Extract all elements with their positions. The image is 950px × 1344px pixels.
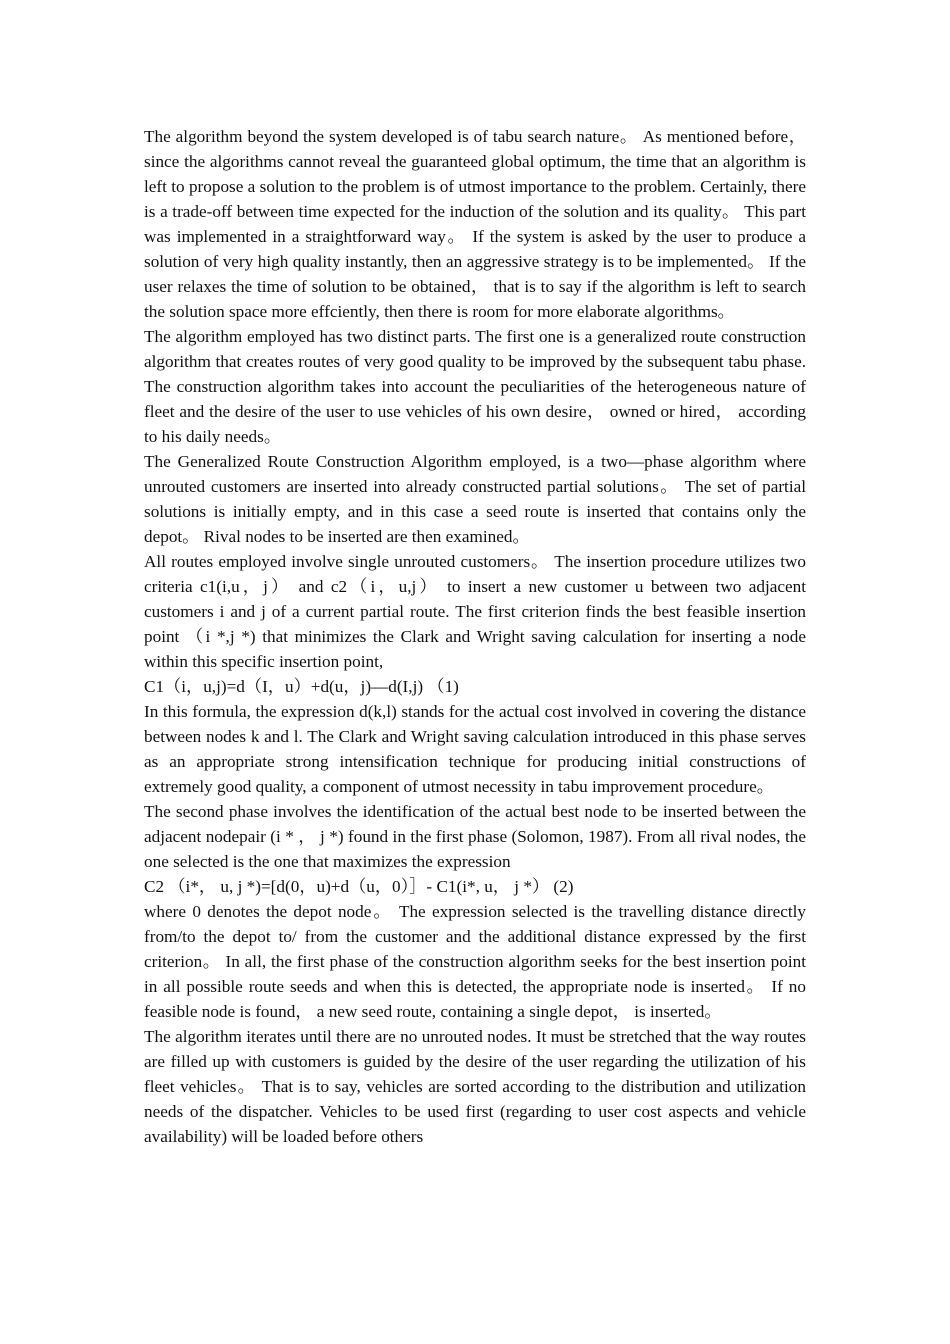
paragraph-depot-node: where 0 denotes the depot node。 The expression selected is the travelling distance directly from/to the depot to/ from the customer and the additional distance expressed by the first criterion。 In all, the first phase of the construction algorithm seeks for the best insertion point in all possible route seeds and when this is detected, the appropriate node is inserted。 If no feasible node is found， a new seed route, containing a single depot， is inserted。 xyxy=(144,902,806,1021)
paragraph-two-parts: The algorithm employed has two distinct parts. The first one is a generalized route construction algorithm that creates routes of very good quality to be improved by the subsequent tabu phase. The construction algorithm takes into account the peculiarities of the heterogeneous nature of fleet and the desire of the user to use vehicles of his own desire， owned or hired， according to his daily needs。 xyxy=(144,327,806,446)
paragraph-insertion-criteria: All routes employed involve single unrouted customers。 The insertion procedure utilizes two criteria c1(i,u，j） and c2（i，u,j） to insert a new customer u between two adjacent customers i and j of a current partial route. The first criterion finds the best feasible insertion point （i *,j *) that minimizes the Clark and Wright saving calculation for inserting a node within this specific insertion point, xyxy=(144,552,806,671)
equation-c2: C2 （i*， u, j *)=[d(0，u)+d（u，0）］- C1(i*, u， j *） (2) xyxy=(144,877,574,896)
paragraph-algorithm-iterates: The algorithm iterates until there are no unrouted nodes. It must be stretched that the way routes are filled up with customers is guided by the desire of the user regarding the utilization of his fleet vehicles。 That is to say, vehicles are sorted according to the distribution and utilization needs of the dispatcher. Vehicles to be used first (regarding to user cost aspects and vehicle availability) will be loaded before others xyxy=(144,1027,806,1146)
equation-c1: C1（i，u,j)=d（I，u）+d(u，j)—d(I,j) （1) xyxy=(144,677,459,696)
document-body xyxy=(144,124,806,1149)
paragraph-generalized-route-construction: The Generalized Route Construction Algorithm employed, is a two—phase algorithm where unrouted customers are inserted into already constructed partial solutions。 The set of partial solutions is initially empty, and in this case a seed route is inserted that contains only the depot。 Rival nodes to be inserted are then examined。 xyxy=(144,452,806,546)
paragraph-formula-explanation: In this formula, the expression d(k,l) stands for the actual cost involved in covering the distance between nodes k and l. The Clark and Wright saving calculation introduced in this phase serves as an appropriate strong intensification technique for producing initial constructions of extremely good quality, a component of utmost necessity in tabu improvement procedure。 xyxy=(144,702,806,796)
paragraph-tabu-search-intro: The algorithm beyond the system developed is of tabu search nature。 As mentioned before， since the algorithms cannot reveal the guaranteed global optimum, the time that an algorithm is left to propose a solution to the problem is of utmost importance to the problem. Certainly, there is a trade-off between time expected for the induction of the solution and its quality。 This part was implemented in a straightforward way。 If the system is asked by the user to produce a solution of very high quality instantly, then an aggressive strategy is to be implemented。 If the user relaxes the time of solution to be obtained， that is to say if the algorithm is left to search the solution space more effciently, then there is room for more elaborate algorithms。 xyxy=(144,127,806,321)
paragraph-second-phase: The second phase involves the identification of the actual best node to be inserted between the adjacent nodepair (i * ， j *) found in the first phase (Solomon, 1987). From all rival nodes, the one selected is the one that maximizes the expression xyxy=(144,802,806,871)
